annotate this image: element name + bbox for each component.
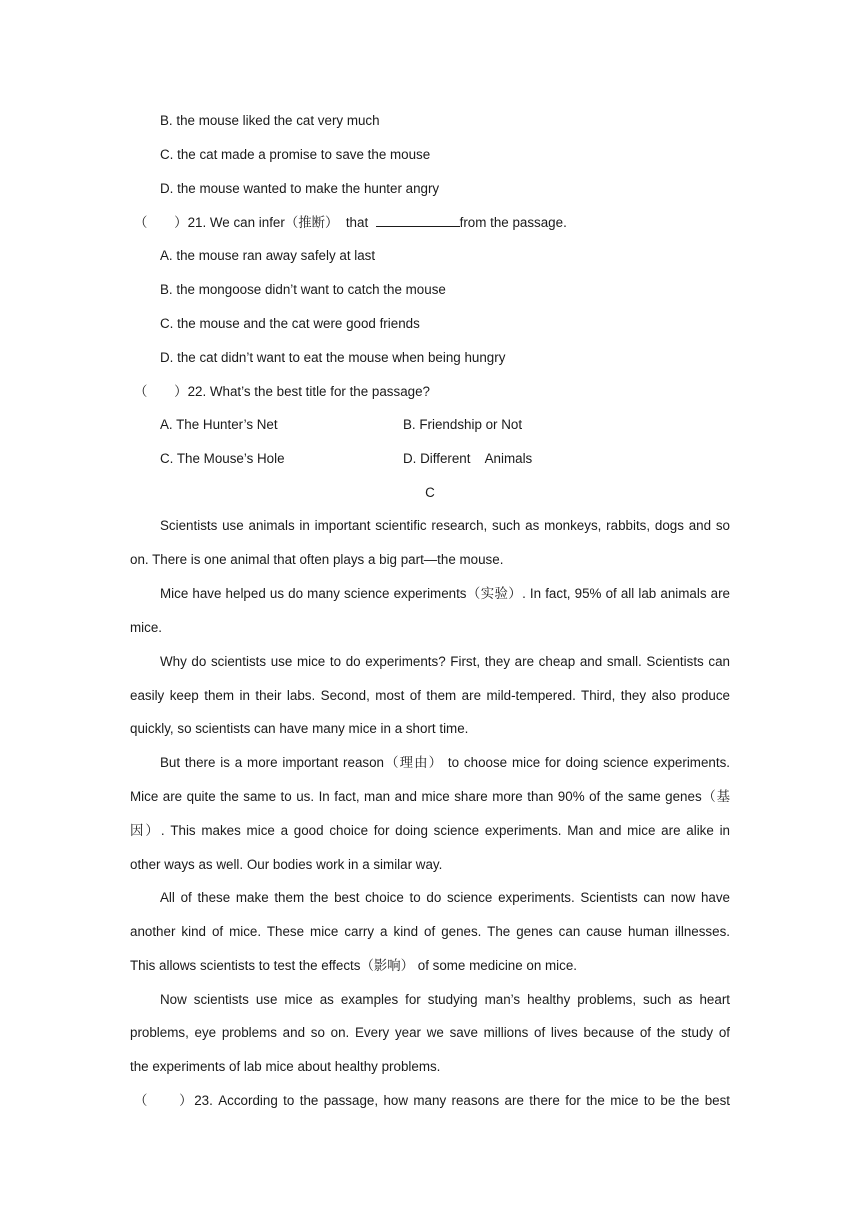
q22-option-a: A. The Hunter’s Net bbox=[160, 417, 278, 432]
answer-bracket: （ ） bbox=[134, 384, 188, 399]
passage-line: 因）. This makes mice a good choice for doing science experiments. Man and mice are alike in bbox=[130, 823, 730, 838]
passage-line: Now scientists use mice as examples for studying man’s healthy problems, such as heart bbox=[160, 992, 730, 1007]
passage-line: Scientists use animals in important scientific research, such as monkeys, rabbits, dogs and so bbox=[160, 518, 730, 533]
passage-line: another kind of mice. These mice carry a kind of genes. The genes can cause human illnesses. bbox=[130, 924, 730, 939]
section-heading: C bbox=[425, 485, 435, 500]
q21-stem-after: from the passage. bbox=[459, 215, 567, 230]
q22-stem bbox=[134, 383, 430, 401]
passage-line: other ways as well. Our bodies work in a similar way. bbox=[130, 857, 443, 872]
q21-stem-before: 21. We can infer（推断） that bbox=[187, 215, 376, 230]
q22-option-c: C. The Mouse’s Hole bbox=[160, 451, 285, 466]
passage-line: Why do scientists use mice to do experiments? First, they are cheap and small. Scientists can bbox=[160, 654, 730, 669]
passage-line: All of these make them the best choice to do science experiments. Scientists can now have bbox=[160, 890, 730, 905]
answer-bracket: （ ） bbox=[134, 1093, 195, 1108]
passage-line: But there is a more important reason（理由） to choose mice for doing science experiments. bbox=[160, 755, 730, 770]
passage-line: This allows scientists to test the effects（影响） of some medicine on mice. bbox=[130, 958, 578, 973]
q21-option-b: B. the mongoose didn’t want to catch the mouse bbox=[160, 282, 446, 297]
answer-bracket: （ ） bbox=[134, 215, 188, 230]
q23-stem bbox=[134, 1092, 730, 1110]
passage-line: Mice are quite the same to us. In fact, man and mice share more than 90% of the same genes（基 bbox=[130, 789, 730, 804]
q20-option-c: C. the cat made a promise to save the mouse bbox=[160, 147, 431, 162]
q23-stem-text: 23. According to the passage, how many reasons are there for the mice to be the best bbox=[194, 1093, 731, 1108]
answer-blank bbox=[376, 214, 460, 227]
passage-line: Mice have helped us do many science experiments（实验）. In fact, 95% of all lab animals are bbox=[160, 586, 730, 601]
q20-option-d: D. the mouse wanted to make the hunter angry bbox=[160, 181, 440, 196]
q21-option-d: D. the cat didn’t want to eat the mouse when being hungry bbox=[160, 350, 506, 365]
passage-line: mice. bbox=[130, 620, 162, 635]
passage-line: on. There is one animal that often plays a big part—the mouse. bbox=[130, 552, 504, 567]
passage-line: quickly, so scientists can have many mice in a short time. bbox=[130, 721, 469, 736]
passage-line: problems, eye problems and so on. Every year we save millions of lives because of the study of bbox=[130, 1025, 730, 1040]
q20-option-b: B. the mouse liked the cat very much bbox=[160, 113, 380, 128]
passage-line: the experiments of lab mice about healthy problems. bbox=[130, 1059, 441, 1074]
q21-option-a: A. the mouse ran away safely at last bbox=[160, 248, 376, 263]
q22-option-d: D. Different Animals bbox=[403, 451, 533, 466]
q21-option-c: C. the mouse and the cat were good friends bbox=[160, 316, 420, 331]
q22-option-b: B. Friendship or Not bbox=[403, 417, 523, 432]
q21-stem bbox=[134, 214, 567, 232]
q22-stem-text: 22. What’s the best title for the passage? bbox=[187, 384, 430, 399]
passage-line: easily keep them in their labs. Second, most of them are mild-tempered. Third, they also produce bbox=[130, 688, 730, 703]
